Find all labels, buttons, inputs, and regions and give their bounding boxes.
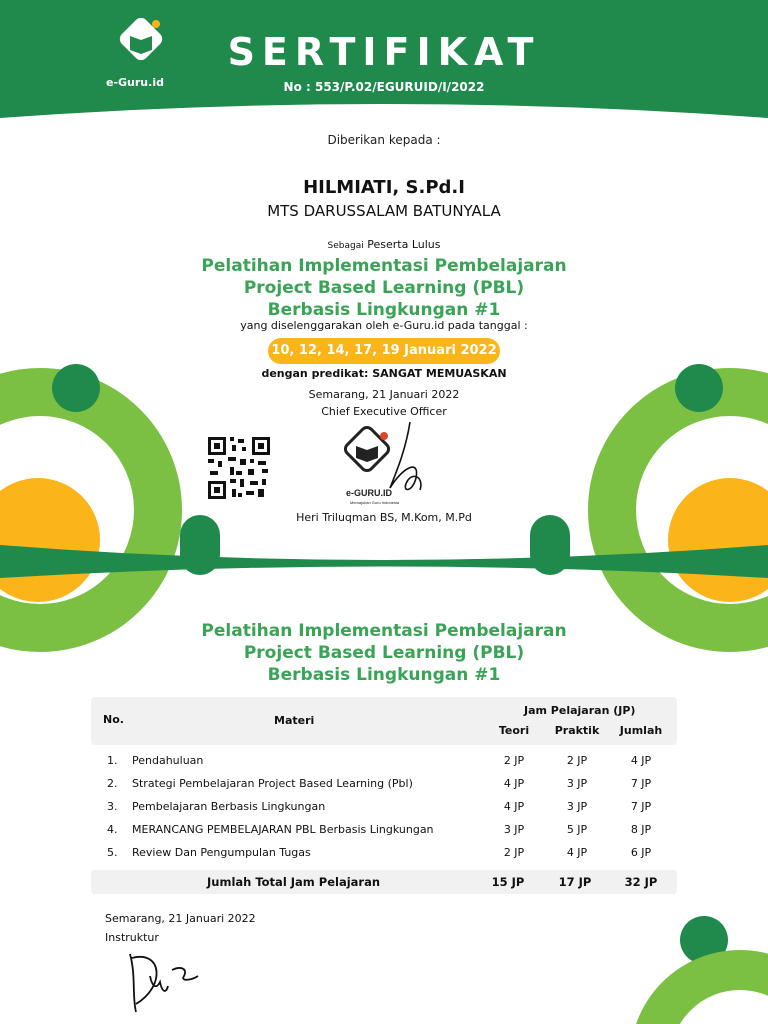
row-no: 2. — [107, 777, 118, 790]
certificate-number: No : 553/P.02/EGURUID/I/2022 — [283, 80, 485, 94]
column-header-jp: Jam Pelajaran (JP) — [524, 704, 636, 717]
total-label: Jumlah Total Jam Pelajaran — [207, 875, 381, 889]
row-jumlah: 8 JP — [630, 823, 652, 836]
table-row — [0, 777, 768, 793]
row-teori: 2 JP — [503, 846, 525, 859]
syllabus-title-line: Berbasis Lingkungan #1 — [267, 665, 501, 685]
seal-text: e-GURU.ID — [346, 488, 393, 498]
row-materi: Review Dan Pengumpulan Tugas — [132, 846, 311, 859]
syllabus-title-line: Pelatihan Implementasi Pembelajaran — [201, 621, 567, 641]
table-row — [0, 823, 768, 839]
instructor-signature — [122, 946, 212, 1016]
row-praktik: 5 JP — [566, 823, 588, 836]
course-title-line: Project Based Learning (PBL) — [243, 278, 525, 298]
column-header-no: No. — [103, 713, 124, 726]
role-prefix: Sebagai — [327, 241, 364, 251]
row-praktik: 3 JP — [566, 777, 588, 790]
column-header-teori: Teori — [498, 724, 530, 737]
total-teori: 15 JP — [491, 875, 525, 889]
role-value: Peserta Lulus — [367, 238, 441, 251]
course-title-line: Berbasis Lingkungan #1 — [267, 300, 501, 320]
ceo-name: Heri Triluqman BS, M.Kom, M.Pd — [296, 511, 472, 524]
table-row — [0, 800, 768, 816]
column-header-praktik: Praktik — [554, 724, 600, 737]
total-praktik: 17 JP — [558, 875, 592, 889]
row-teori: 3 JP — [503, 823, 525, 836]
certificate-title: SERTIFIKAT — [227, 30, 541, 74]
page2-ring — [650, 970, 768, 1024]
right-orange-blob — [668, 478, 768, 602]
qr-code-icon — [206, 435, 272, 501]
row-no: 5. — [107, 846, 118, 859]
row-materi: Strategi Pembelajaran Project Based Learning (Pbl) — [132, 777, 413, 790]
instructor-place-date: Semarang, 21 Januari 2022 — [105, 912, 256, 925]
row-materi: Pembelajaran Berbasis Lingkungan — [132, 800, 326, 813]
seal-tagline: Memajukan Guru Indonesia — [350, 500, 400, 505]
held-by-text: yang diselenggarakan oleh e-Guru.id pada tanggal : — [240, 319, 528, 332]
recipient-school: MTS DARUSSALAM BATUNYALA — [267, 202, 501, 220]
row-materi: Pendahuluan — [132, 754, 204, 767]
row-jumlah: 7 JP — [630, 800, 652, 813]
column-header-materi: Materi — [274, 714, 315, 727]
role-line — [0, 238, 768, 251]
table-row — [0, 846, 768, 862]
issue-place-date: Semarang, 21 Januari 2022 — [308, 388, 460, 401]
predicate-text: dengan predikat: SANGAT MEMUASKAN — [261, 367, 507, 380]
row-no: 4. — [107, 823, 118, 836]
column-header-jumlah: Jumlah — [619, 724, 663, 737]
syllabus-title-line: Project Based Learning (PBL) — [243, 643, 525, 663]
row-praktik: 4 JP — [566, 846, 588, 859]
left-orange-blob — [0, 478, 100, 602]
instructor-role: Instruktur — [105, 931, 159, 944]
logo-text: e-Guru.id — [106, 76, 164, 89]
course-title — [0, 255, 768, 321]
row-no: 3. — [107, 800, 118, 813]
table-row — [0, 754, 768, 770]
course-title-line: Pelatihan Implementasi Pembelajaran — [201, 256, 567, 276]
row-no: 1. — [107, 754, 118, 767]
row-jumlah: 4 JP — [630, 754, 652, 767]
row-praktik: 3 JP — [566, 800, 588, 813]
training-dates-badge: 10, 12, 14, 17, 19 Januari 2022 — [268, 338, 500, 364]
row-teori: 4 JP — [503, 777, 525, 790]
row-praktik: 2 JP — [566, 754, 588, 767]
ceo-signature — [380, 418, 440, 508]
given-to-label: Diberikan kepada : — [327, 133, 441, 147]
row-teori: 2 JP — [503, 754, 525, 767]
row-jumlah: 6 JP — [630, 846, 652, 859]
total-jumlah: 32 JP — [624, 875, 658, 889]
signer-position: Chief Executive Officer — [321, 405, 447, 418]
syllabus-title — [0, 620, 768, 686]
row-materi: MERANCANG PEMBELAJARAN PBL Berbasis Lingkungan — [132, 823, 434, 836]
row-jumlah: 7 JP — [630, 777, 652, 790]
recipient-name: HILMIATI, S.Pd.I — [303, 177, 465, 198]
row-teori: 4 JP — [503, 800, 525, 813]
